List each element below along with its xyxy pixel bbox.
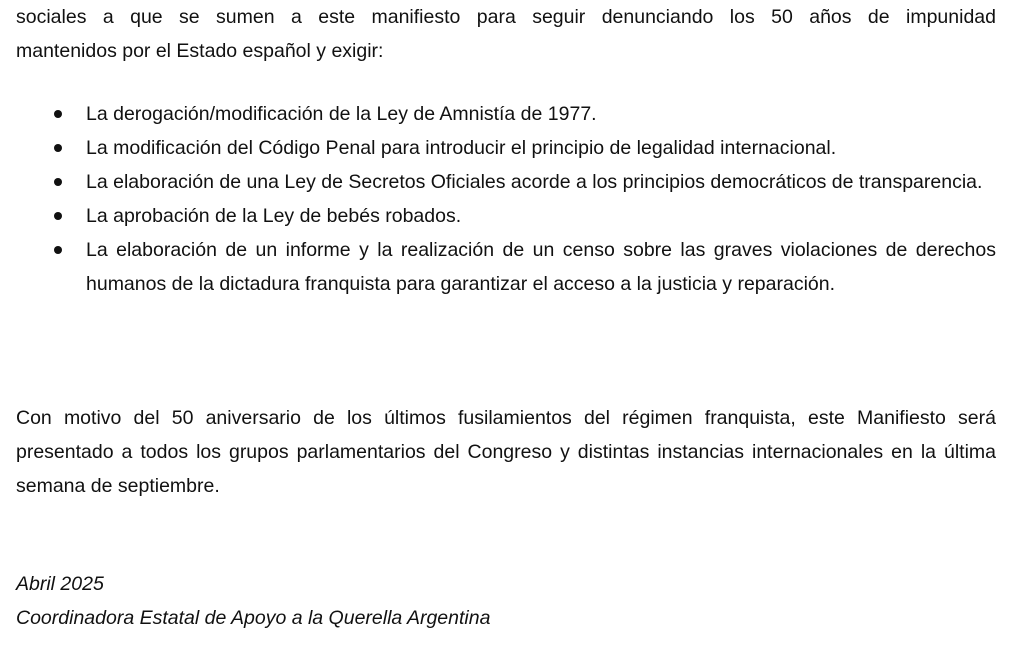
bullet-icon — [54, 178, 62, 186]
bullet-icon — [54, 246, 62, 254]
list-item-text: La elaboración de una Ley de Secretos Oficiales acorde a los principios democráticos de transparencia. — [86, 171, 983, 193]
intro-line-2: mantenidos por el Estado español y exigir: — [16, 40, 384, 62]
list-item-text: La derogación/modificación de la Ley de Amnistía de 1977. — [86, 103, 597, 125]
closing-paragraph: Con motivo del 50 aniversario de los últimos fusilamientos del régimen franquista, este Manifiesto será presentado a todos los grupos parlamentarios del Congreso y distintas instancias internacionales en la última semana de septiembre. — [16, 407, 996, 497]
list-item — [16, 131, 996, 165]
signature-date: Abril 2025 — [16, 573, 104, 595]
signature-organization: Coordinadora Estatal de Apoyo a la Querella Argentina — [16, 607, 491, 629]
intro-paragraph — [16, 0, 996, 68]
list-item — [16, 233, 996, 301]
signature-block — [16, 567, 996, 635]
list-item-text: La aprobación de la Ley de bebés robados. — [86, 205, 462, 227]
list-item-text: La elaboración de un informe y la realización de un censo sobre las graves violaciones de derechos humanos de la dictadura franquista para garantizar el acceso a la justicia y reparación. — [86, 239, 996, 295]
intro-line-1: sociales a que se sumen a este manifiesto para seguir denunciando los 50 años de impunidad — [16, 6, 996, 28]
demands-list — [16, 97, 996, 301]
list-item — [16, 97, 996, 131]
list-item — [16, 165, 996, 199]
list-item-text: La modificación del Código Penal para introducir el principio de legalidad internacional. — [86, 137, 837, 159]
bullet-icon — [54, 212, 62, 220]
bullet-icon — [54, 144, 62, 152]
list-item — [16, 199, 996, 233]
bullet-icon — [54, 110, 62, 118]
